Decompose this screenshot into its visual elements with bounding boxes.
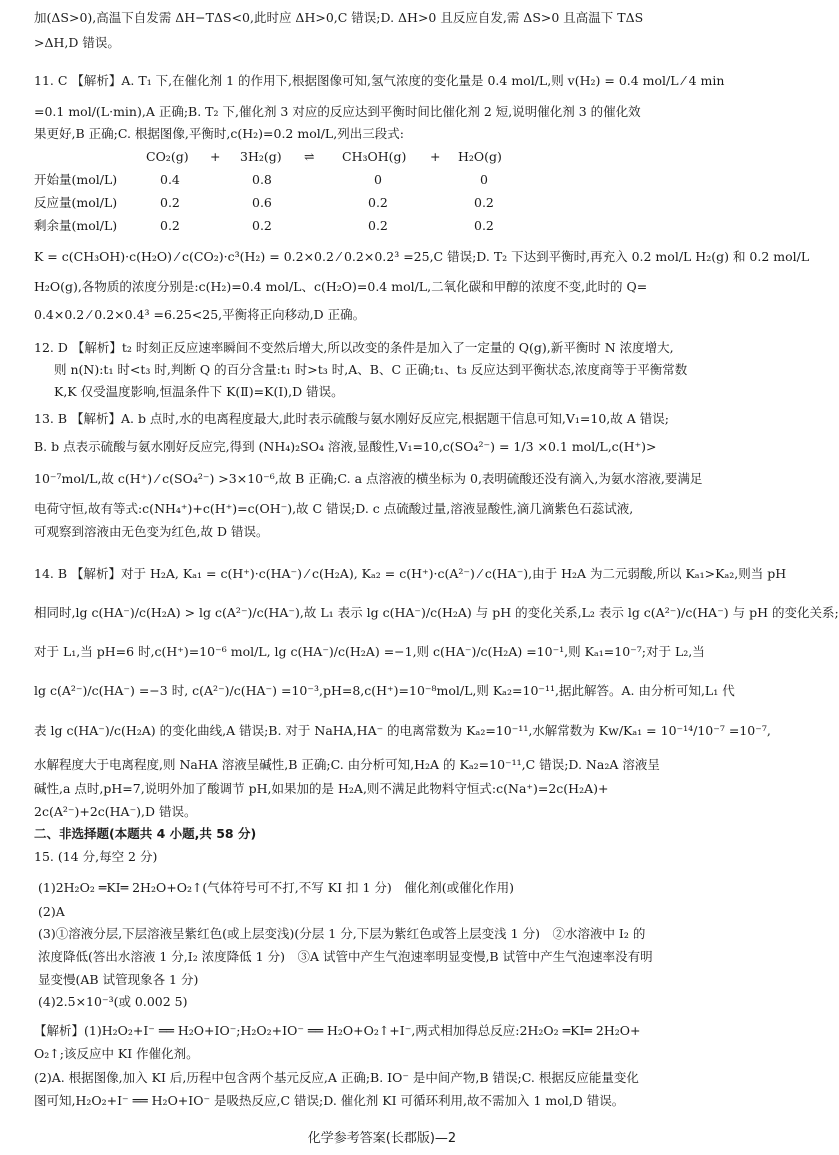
section-heading: 二、非选择题(本题共 4 小题,共 58 分) [34, 826, 257, 841]
text-line: (1)2H₂O₂ ═KI═ 2H₂O+O₂↑(气体符号可不打,不写 KI 扣 1 分) 催化剂(或催化作用) [38, 880, 515, 895]
equilibrium-arrow: ⇌ [304, 149, 315, 164]
plus-sign: + [210, 149, 221, 164]
answer-11-header: 11. C 【解析】A. T₁ 下,在催化剂 1 的作用下,根据图像可知,氢气浓度的变化量是 0.4 mol/L,则 v(H₂) = 0.4 mol/L ⁄ 4 min [34, 73, 725, 88]
text-line: H₂O(g),各物质的浓度分别是:c(H₂)=0.4 mol/L、c(H₂O)=0.4 mol/L,二氧化碳和甲醇的浓度不变,此时的 Q= [34, 279, 648, 294]
text-line: 相同时,lg c(HA⁻)/c(H₂A) > lg c(A²⁻)/c(HA⁻),故 L₁ 表示 lg c(HA⁻)/c(H₂A) 与 pH 的变化关系,L₂ 表示 lg c(A²⁻)/c(HA⁻) 与 pH 的变化关系; [34, 605, 839, 620]
text-line: 对于 L₁,当 pH=6 时,c(H⁺)=10⁻⁶ mol/L, lg c(HA⁻)/c(H₂A) =−1,则 c(HA⁻)/c(H₂A) =10⁻¹,则 Kₐ₁=10⁻⁷;对于 L₂,当 [34, 644, 705, 659]
text-line: 水解程度大于电离程度,则 NaHA 溶液呈碱性,B 正确;C. 由分析可知,H₂A 的 Kₐ₂=10⁻¹¹,C 错误;D. Na₂A 溶液呈 [34, 757, 660, 772]
text-line: (2)A [38, 904, 65, 919]
species-h2: 3H₂(g) [240, 149, 282, 164]
text-line: 图可知,H₂O₂+I⁻ ══ H₂O+IO⁻ 是吸热反应,C 错误;D. 催化剂 KI 可循环利用,故不需加入 1 mol,D 错误。 [34, 1093, 625, 1108]
answer-13-header: 13. B 【解析】A. b 点时,水的电离程度最大,此时表示硫酸与氨水刚好反应完,根据题干信息可知,V₁=10,故 A 错误; [34, 411, 669, 426]
text-line: (3)①溶液分层,下层溶液呈紫红色(或上层变浅)(分层 1 分,下层为紫红色或答上层变浅 1 分) ②水溶液中 I₂ 的 [38, 926, 646, 941]
table-row-reacted: 反应量(mol/L) 0.2 0.6 0.2 0.2 [34, 195, 494, 210]
text-line: 果更好,B 正确;C. 根据图像,平衡时,c(H₂)=0.2 mol/L,列出三段式: [34, 126, 404, 141]
text-line: 加(ΔS>0),高温下自发需 ΔH−TΔS<0,此时应 ΔH>0,C 错误;D. ΔH>0 且反应自发,需 ΔS>0 且高温下 TΔS [34, 10, 644, 25]
table-row-initial: 开始量(mol/L) 0.4 0.8 0 0 [34, 172, 488, 187]
text-line: =0.1 mol/(L·min),A 正确;B. T₂ 下,催化剂 3 对应的反应达到平衡时间比催化剂 2 短,说明催化剂 3 的催化效 [34, 104, 641, 119]
table-row-remaining: 剩余量(mol/L) 0.2 0.2 0.2 0.2 [34, 218, 494, 233]
answer-12-header: 12. D 【解析】t₂ 时刻正反应速率瞬间不变然后增大,所以改变的条件是加入了一定量的 Q(g),新平衡时 N 浓度增大, [34, 340, 674, 355]
text-line: lg c(A²⁻)/c(HA⁻) =−3 时, c(A²⁻)/c(HA⁻) =10⁻³,pH=8,c(H⁺)=10⁻⁸mol/L,则 Kₐ₂=10⁻¹¹,据此解答。A. 由分析可知,L₁ 代 [34, 683, 735, 698]
text-line: K,K 仅受温度影响,恒温条件下 K(Ⅱ)=K(Ⅰ),D 错误。 [54, 384, 344, 399]
text-line: (2)A. 根据图像,加入 KI 后,历程中包含两个基元反应,A 正确;B. IO⁻ 是中间产物,B 错误;C. 根据反应能量变化 [34, 1070, 639, 1085]
text-line: 2c(A²⁻)+2c(HA⁻),D 错误。 [34, 804, 197, 819]
answer-14-header: 14. B 【解析】对于 H₂A, Kₐ₁ = c(H⁺)·c(HA⁻) ⁄ c(H₂A), Kₐ₂ = c(H⁺)·c(A²⁻) ⁄ c(HA⁻),由于 H₂A 为二元弱酸,所以 Kₐ₁>Kₐ₂,则当 pH [34, 566, 787, 581]
text-line: 表 lg c(HA⁻)/c(H₂A) 的变化曲线,A 错误;B. 对于 NaHA,HA⁻ 的电离常数为 Kₐ₂=10⁻¹¹,水解常数为 Kw/Kₐ₁ = 10⁻¹⁴/10⁻⁷ =10⁻⁷, [34, 723, 771, 738]
text-line: 10⁻⁷mol/L,故 c(H⁺) ⁄ c(SO₄²⁻) >3×10⁻⁶,故 B 正确;C. a 点溶液的横坐标为 0,表明硫酸还没有滴入,为氨水溶液,要满足 [34, 471, 703, 486]
text-line: 0.4×0.2 ⁄ 0.2×0.4³ =6.25<25,平衡将正向移动,D 正确。 [34, 307, 366, 322]
text-line: 浓度降低(答出水溶液 1 分,I₂ 浓度降低 1 分) ③A 试管中产生气泡速率明显变慢,B 试管中产生气泡速率没有明 [38, 949, 653, 964]
text-line: 则 n(N):t₁ 时<t₃ 时,判断 Q 的百分含量:t₁ 时>t₃ 时,A、B、C 正确;t₁、t₃ 反应达到平衡状态,浓度商等于平衡常数 [54, 362, 688, 377]
text-line: K = c(CH₃OH)·c(H₂O) ⁄ c(CO₂)·c³(H₂) = 0.2×0.2 ⁄ 0.2×0.2³ =25,C 错误;D. T₂ 下达到平衡时,再充入 0.2 mol/L H₂(g) 和 0.2 mol/L [34, 249, 810, 264]
text-line: 电荷守恒,故有等式:c(NH₄⁺)+c(H⁺)=c(OH⁻),故 C 错误;D. c 点硫酸过量,溶液显酸性,滴几滴紫色石蕊试液, [34, 501, 634, 516]
species-ch3oh: CH₃OH(g) [342, 149, 407, 164]
plus-sign: + [430, 149, 441, 164]
species-h2o: H₂O(g) [458, 149, 502, 164]
analysis-15: 【解析】(1)H₂O₂+I⁻ ══ H₂O+IO⁻;H₂O₂+IO⁻ ══ H₂O+O₂↑+I⁻,两式相加得总反应:2H₂O₂ ═KI═ 2H₂O+ [34, 1023, 641, 1038]
text-line: B. b 点表示硫酸与氨水刚好反应完,得到 (NH₄)₂SO₄ 溶液,显酸性,V₁=10,c(SO₄²⁻) = 1/3 ×0.1 mol/L,c(H⁺)> [34, 439, 657, 454]
text-line: 碱性,a 点时,pH=7,说明外加了酸调节 pH,如果加的是 H₂A,则不满足此物料守恒式:c(Na⁺)=2c(H₂A)+ [34, 781, 609, 796]
equilibrium-equation [34, 147, 594, 167]
text-line: O₂↑;该反应中 KI 作催化剂。 [34, 1046, 199, 1061]
text-line: 显变慢(AB 试管现象各 1 分) [38, 972, 199, 987]
text-line: 可观察到溶液由无色变为红色,故 D 错误。 [34, 524, 269, 539]
species-co2: CO₂(g) [146, 149, 189, 164]
question-15-header: 15. (14 分,每空 2 分) [34, 849, 158, 864]
text-line: >ΔH,D 错误。 [34, 35, 120, 50]
text-line: (4)2.5×10⁻³(或 0.002 5) [38, 994, 188, 1009]
page-footer: 化学参考答案(长郡版)—2 [307, 1131, 457, 1146]
